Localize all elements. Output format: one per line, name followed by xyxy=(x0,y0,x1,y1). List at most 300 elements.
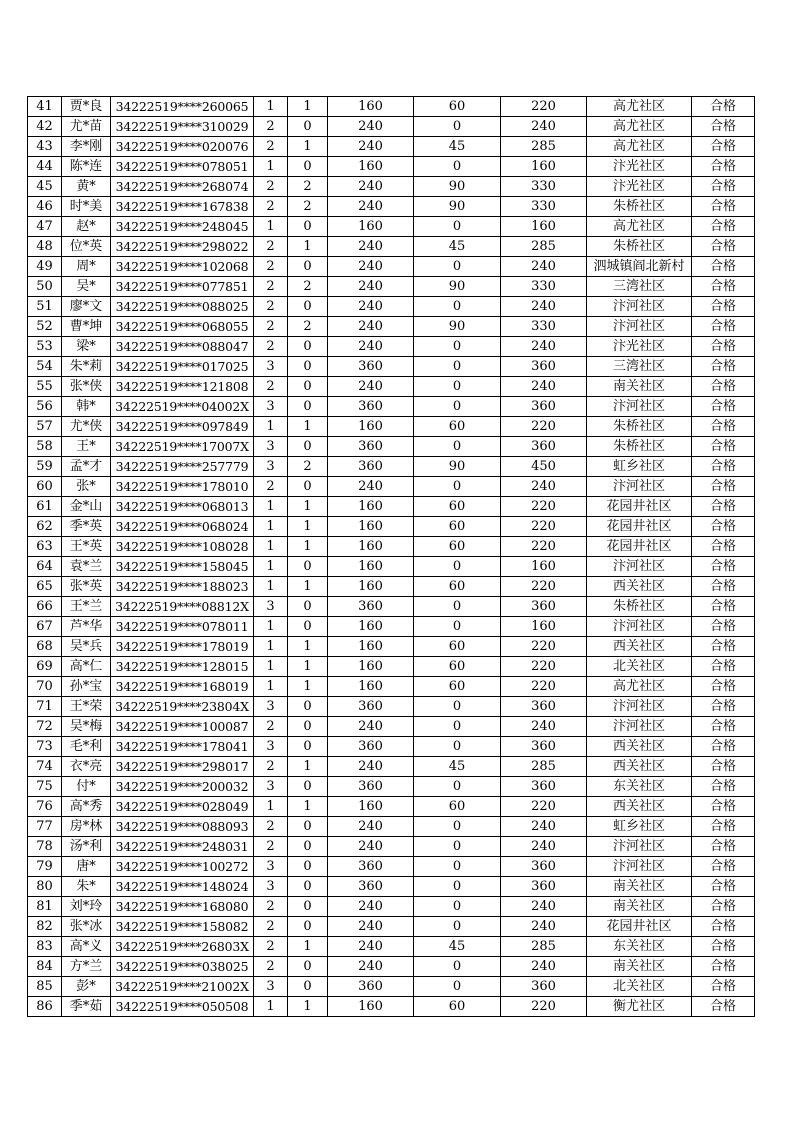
amount-b-cell: 45 xyxy=(414,937,501,957)
count-a-cell: 1 xyxy=(254,617,288,637)
amount-a-cell: 240 xyxy=(328,317,414,337)
id-number-cell: 34222519****068055 xyxy=(111,317,254,337)
id-number-cell: 34222519****028049 xyxy=(111,797,254,817)
community-cell: 朱桥社区 xyxy=(587,417,692,437)
status-cell: 合格 xyxy=(692,617,755,637)
amount-b-cell: 0 xyxy=(414,837,501,857)
table-row xyxy=(28,697,755,717)
table-row xyxy=(28,237,755,257)
amount-a-cell: 160 xyxy=(328,637,414,657)
count-a-cell: 2 xyxy=(254,477,288,497)
amount-total-cell: 220 xyxy=(501,637,587,657)
id-number-cell: 34222519****038025 xyxy=(111,957,254,977)
count-b-cell: 0 xyxy=(288,337,328,357)
person-name-cell: 付* xyxy=(62,777,111,797)
id-number-cell: 34222519****100272 xyxy=(111,857,254,877)
row-number-cell: 47 xyxy=(28,217,62,237)
amount-total-cell: 360 xyxy=(501,357,587,377)
amount-a-cell: 360 xyxy=(328,777,414,797)
person-name-cell: 周* xyxy=(62,257,111,277)
status-cell: 合格 xyxy=(692,197,755,217)
person-name-cell: 刘*玲 xyxy=(62,897,111,917)
person-name-cell: 金*山 xyxy=(62,497,111,517)
row-number-cell: 43 xyxy=(28,137,62,157)
table-row xyxy=(28,377,755,397)
amount-a-cell: 160 xyxy=(328,417,414,437)
community-cell: 西关社区 xyxy=(587,637,692,657)
id-number-cell: 34222519****168080 xyxy=(111,897,254,917)
amount-a-cell: 160 xyxy=(328,537,414,557)
amount-b-cell: 60 xyxy=(414,677,501,697)
table-row xyxy=(28,217,755,237)
amount-a-cell: 160 xyxy=(328,557,414,577)
status-cell: 合格 xyxy=(692,277,755,297)
status-cell: 合格 xyxy=(692,177,755,197)
row-number-cell: 75 xyxy=(28,777,62,797)
status-cell: 合格 xyxy=(692,337,755,357)
count-b-cell: 0 xyxy=(288,217,328,237)
row-number-cell: 41 xyxy=(28,97,62,117)
person-name-cell: 王* xyxy=(62,437,111,457)
amount-total-cell: 240 xyxy=(501,817,587,837)
person-name-cell: 彭* xyxy=(62,977,111,997)
count-a-cell: 3 xyxy=(254,737,288,757)
person-name-cell: 吴*兵 xyxy=(62,637,111,657)
amount-a-cell: 240 xyxy=(328,757,414,777)
count-a-cell: 2 xyxy=(254,337,288,357)
count-a-cell: 1 xyxy=(254,157,288,177)
status-cell: 合格 xyxy=(692,937,755,957)
count-a-cell: 2 xyxy=(254,817,288,837)
count-a-cell: 1 xyxy=(254,997,288,1017)
table-row xyxy=(28,637,755,657)
count-a-cell: 2 xyxy=(254,317,288,337)
table-row xyxy=(28,757,755,777)
count-b-cell: 0 xyxy=(288,477,328,497)
amount-a-cell: 240 xyxy=(328,197,414,217)
id-number-cell: 34222519****168019 xyxy=(111,677,254,697)
count-a-cell: 3 xyxy=(254,357,288,377)
row-number-cell: 65 xyxy=(28,577,62,597)
community-cell: 汴光社区 xyxy=(587,337,692,357)
count-a-cell: 1 xyxy=(254,217,288,237)
amount-b-cell: 60 xyxy=(414,577,501,597)
row-number-cell: 80 xyxy=(28,877,62,897)
row-number-cell: 57 xyxy=(28,417,62,437)
row-number-cell: 51 xyxy=(28,297,62,317)
amount-total-cell: 360 xyxy=(501,737,587,757)
count-b-cell: 1 xyxy=(288,97,328,117)
amount-b-cell: 60 xyxy=(414,537,501,557)
id-number-cell: 34222519****068024 xyxy=(111,517,254,537)
table-row xyxy=(28,977,755,997)
count-a-cell: 1 xyxy=(254,497,288,517)
id-number-cell: 34222519****248045 xyxy=(111,217,254,237)
count-a-cell: 1 xyxy=(254,677,288,697)
status-cell: 合格 xyxy=(692,237,755,257)
amount-a-cell: 240 xyxy=(328,717,414,737)
count-b-cell: 1 xyxy=(288,937,328,957)
status-cell: 合格 xyxy=(692,857,755,877)
status-cell: 合格 xyxy=(692,297,755,317)
count-a-cell: 3 xyxy=(254,857,288,877)
amount-total-cell: 160 xyxy=(501,557,587,577)
person-name-cell: 芦*华 xyxy=(62,617,111,637)
count-b-cell: 0 xyxy=(288,957,328,977)
id-number-cell: 34222519****08812X xyxy=(111,597,254,617)
amount-total-cell: 360 xyxy=(501,877,587,897)
community-cell: 南关社区 xyxy=(587,377,692,397)
amount-b-cell: 0 xyxy=(414,877,501,897)
status-cell: 合格 xyxy=(692,517,755,537)
person-name-cell: 张* xyxy=(62,477,111,497)
status-cell: 合格 xyxy=(692,777,755,797)
community-cell: 汴河社区 xyxy=(587,557,692,577)
amount-total-cell: 240 xyxy=(501,837,587,857)
id-number-cell: 34222519****088047 xyxy=(111,337,254,357)
amount-a-cell: 360 xyxy=(328,437,414,457)
row-number-cell: 79 xyxy=(28,857,62,877)
id-number-cell: 34222519****128015 xyxy=(111,657,254,677)
amount-b-cell: 45 xyxy=(414,237,501,257)
person-name-cell: 吴*梅 xyxy=(62,717,111,737)
row-number-cell: 76 xyxy=(28,797,62,817)
amount-a-cell: 360 xyxy=(328,877,414,897)
person-name-cell: 房*林 xyxy=(62,817,111,837)
amount-b-cell: 45 xyxy=(414,137,501,157)
amount-total-cell: 240 xyxy=(501,377,587,397)
table-row xyxy=(28,917,755,937)
status-cell: 合格 xyxy=(692,477,755,497)
count-a-cell: 2 xyxy=(254,137,288,157)
community-cell: 汴河社区 xyxy=(587,397,692,417)
amount-total-cell: 360 xyxy=(501,777,587,797)
community-cell: 花园井社区 xyxy=(587,917,692,937)
amount-a-cell: 160 xyxy=(328,577,414,597)
id-number-cell: 34222519****310029 xyxy=(111,117,254,137)
amount-b-cell: 0 xyxy=(414,717,501,737)
amount-b-cell: 90 xyxy=(414,317,501,337)
row-number-cell: 70 xyxy=(28,677,62,697)
count-a-cell: 2 xyxy=(254,957,288,977)
count-b-cell: 1 xyxy=(288,517,328,537)
amount-a-cell: 160 xyxy=(328,157,414,177)
community-cell: 汴河社区 xyxy=(587,697,692,717)
row-number-cell: 42 xyxy=(28,117,62,137)
table-row xyxy=(28,337,755,357)
id-number-cell: 34222519****108028 xyxy=(111,537,254,557)
count-a-cell: 3 xyxy=(254,397,288,417)
row-number-cell: 64 xyxy=(28,557,62,577)
id-number-cell: 34222519****050508 xyxy=(111,997,254,1017)
table-row xyxy=(28,317,755,337)
count-a-cell: 1 xyxy=(254,657,288,677)
person-name-cell: 高*义 xyxy=(62,937,111,957)
count-b-cell: 0 xyxy=(288,877,328,897)
table-row xyxy=(28,857,755,877)
status-cell: 合格 xyxy=(692,797,755,817)
community-cell: 朱桥社区 xyxy=(587,597,692,617)
amount-total-cell: 240 xyxy=(501,917,587,937)
amount-total-cell: 450 xyxy=(501,457,587,477)
status-cell: 合格 xyxy=(692,957,755,977)
amount-a-cell: 240 xyxy=(328,177,414,197)
row-number-cell: 59 xyxy=(28,457,62,477)
count-a-cell: 2 xyxy=(254,937,288,957)
count-a-cell: 3 xyxy=(254,437,288,457)
amount-total-cell: 220 xyxy=(501,657,587,677)
id-number-cell: 34222519****178041 xyxy=(111,737,254,757)
row-number-cell: 73 xyxy=(28,737,62,757)
person-name-cell: 唐* xyxy=(62,857,111,877)
count-b-cell: 0 xyxy=(288,157,328,177)
table-row xyxy=(28,797,755,817)
count-b-cell: 0 xyxy=(288,737,328,757)
community-cell: 朱桥社区 xyxy=(587,437,692,457)
amount-b-cell: 0 xyxy=(414,977,501,997)
amount-a-cell: 360 xyxy=(328,597,414,617)
person-name-cell: 季*英 xyxy=(62,517,111,537)
id-number-cell: 34222519****268074 xyxy=(111,177,254,197)
id-number-cell: 34222519****298022 xyxy=(111,237,254,257)
status-cell: 合格 xyxy=(692,737,755,757)
row-number-cell: 78 xyxy=(28,837,62,857)
amount-total-cell: 240 xyxy=(501,117,587,137)
table-row xyxy=(28,677,755,697)
amount-total-cell: 285 xyxy=(501,137,587,157)
amount-total-cell: 330 xyxy=(501,317,587,337)
table-row xyxy=(28,97,755,117)
amount-a-cell: 240 xyxy=(328,957,414,977)
amount-total-cell: 220 xyxy=(501,577,587,597)
count-b-cell: 0 xyxy=(288,357,328,377)
count-b-cell: 2 xyxy=(288,317,328,337)
community-cell: 虹乡社区 xyxy=(587,817,692,837)
row-number-cell: 52 xyxy=(28,317,62,337)
amount-b-cell: 0 xyxy=(414,397,501,417)
table-row xyxy=(28,737,755,757)
amount-total-cell: 240 xyxy=(501,477,587,497)
count-a-cell: 2 xyxy=(254,917,288,937)
amount-total-cell: 285 xyxy=(501,237,587,257)
status-cell: 合格 xyxy=(692,997,755,1017)
id-number-cell: 34222519****26803X xyxy=(111,937,254,957)
amount-total-cell: 285 xyxy=(501,937,587,957)
count-b-cell: 0 xyxy=(288,257,328,277)
row-number-cell: 63 xyxy=(28,537,62,557)
id-number-cell: 34222519****178019 xyxy=(111,637,254,657)
count-b-cell: 0 xyxy=(288,857,328,877)
amount-a-cell: 360 xyxy=(328,357,414,377)
count-a-cell: 1 xyxy=(254,797,288,817)
count-b-cell: 0 xyxy=(288,377,328,397)
row-number-cell: 82 xyxy=(28,917,62,937)
amount-a-cell: 160 xyxy=(328,797,414,817)
amount-b-cell: 60 xyxy=(414,797,501,817)
count-a-cell: 2 xyxy=(254,177,288,197)
amount-total-cell: 240 xyxy=(501,337,587,357)
amount-total-cell: 220 xyxy=(501,537,587,557)
count-b-cell: 1 xyxy=(288,537,328,557)
community-cell: 西关社区 xyxy=(587,757,692,777)
count-b-cell: 0 xyxy=(288,597,328,617)
amount-a-cell: 240 xyxy=(328,337,414,357)
id-number-cell: 34222519****260065 xyxy=(111,97,254,117)
person-name-cell: 时*美 xyxy=(62,197,111,217)
table-row xyxy=(28,957,755,977)
community-cell: 三湾社区 xyxy=(587,277,692,297)
amount-b-cell: 60 xyxy=(414,657,501,677)
amount-total-cell: 240 xyxy=(501,717,587,737)
id-number-cell: 34222519****102068 xyxy=(111,257,254,277)
amount-a-cell: 360 xyxy=(328,397,414,417)
amount-b-cell: 0 xyxy=(414,217,501,237)
person-name-cell: 毛*利 xyxy=(62,737,111,757)
count-a-cell: 1 xyxy=(254,417,288,437)
status-cell: 合格 xyxy=(692,157,755,177)
community-cell: 朱桥社区 xyxy=(587,237,692,257)
amount-b-cell: 0 xyxy=(414,617,501,637)
status-cell: 合格 xyxy=(692,597,755,617)
community-cell: 花园井社区 xyxy=(587,537,692,557)
amount-b-cell: 0 xyxy=(414,777,501,797)
amount-total-cell: 160 xyxy=(501,157,587,177)
amount-b-cell: 0 xyxy=(414,697,501,717)
person-name-cell: 袁*兰 xyxy=(62,557,111,577)
count-b-cell: 0 xyxy=(288,717,328,737)
count-a-cell: 1 xyxy=(254,637,288,657)
amount-b-cell: 0 xyxy=(414,917,501,937)
table-row xyxy=(28,817,755,837)
status-cell: 合格 xyxy=(692,757,755,777)
amount-b-cell: 60 xyxy=(414,997,501,1017)
count-a-cell: 3 xyxy=(254,877,288,897)
person-name-cell: 高*仁 xyxy=(62,657,111,677)
row-number-cell: 68 xyxy=(28,637,62,657)
table-row xyxy=(28,197,755,217)
count-b-cell: 1 xyxy=(288,237,328,257)
amount-a-cell: 160 xyxy=(328,617,414,637)
person-name-cell: 廖*文 xyxy=(62,297,111,317)
status-cell: 合格 xyxy=(692,817,755,837)
row-number-cell: 66 xyxy=(28,597,62,617)
table-row xyxy=(28,177,755,197)
community-cell: 高尤社区 xyxy=(587,137,692,157)
community-cell: 高尤社区 xyxy=(587,117,692,137)
amount-b-cell: 60 xyxy=(414,417,501,437)
table-row xyxy=(28,617,755,637)
count-b-cell: 1 xyxy=(288,677,328,697)
count-a-cell: 2 xyxy=(254,837,288,857)
table-row xyxy=(28,517,755,537)
community-cell: 东关社区 xyxy=(587,777,692,797)
amount-b-cell: 0 xyxy=(414,857,501,877)
amount-a-cell: 160 xyxy=(328,517,414,537)
id-number-cell: 34222519****21002X xyxy=(111,977,254,997)
status-cell: 合格 xyxy=(692,117,755,137)
amount-total-cell: 360 xyxy=(501,697,587,717)
amount-b-cell: 90 xyxy=(414,457,501,477)
row-number-cell: 54 xyxy=(28,357,62,377)
table-row xyxy=(28,277,755,297)
community-cell: 汴河社区 xyxy=(587,297,692,317)
status-cell: 合格 xyxy=(692,497,755,517)
row-number-cell: 67 xyxy=(28,617,62,637)
status-cell: 合格 xyxy=(692,877,755,897)
amount-a-cell: 240 xyxy=(328,837,414,857)
count-b-cell: 2 xyxy=(288,197,328,217)
row-number-cell: 74 xyxy=(28,757,62,777)
count-a-cell: 1 xyxy=(254,557,288,577)
count-a-cell: 3 xyxy=(254,597,288,617)
community-cell: 高尤社区 xyxy=(587,677,692,697)
count-b-cell: 1 xyxy=(288,757,328,777)
person-name-cell: 季*茹 xyxy=(62,997,111,1017)
row-number-cell: 55 xyxy=(28,377,62,397)
community-cell: 东关社区 xyxy=(587,937,692,957)
amount-a-cell: 360 xyxy=(328,977,414,997)
amount-b-cell: 60 xyxy=(414,497,501,517)
count-a-cell: 2 xyxy=(254,377,288,397)
id-number-cell: 34222519****068013 xyxy=(111,497,254,517)
person-name-cell: 曹*坤 xyxy=(62,317,111,337)
id-number-cell: 34222519****257779 xyxy=(111,457,254,477)
amount-total-cell: 240 xyxy=(501,897,587,917)
table-row xyxy=(28,657,755,677)
community-cell: 汴河社区 xyxy=(587,617,692,637)
amount-a-cell: 160 xyxy=(328,217,414,237)
amount-a-cell: 240 xyxy=(328,937,414,957)
amount-a-cell: 240 xyxy=(328,237,414,257)
community-cell: 南关社区 xyxy=(587,897,692,917)
amount-b-cell: 0 xyxy=(414,117,501,137)
amount-total-cell: 360 xyxy=(501,977,587,997)
table-row xyxy=(28,497,755,517)
count-b-cell: 0 xyxy=(288,117,328,137)
amount-a-cell: 240 xyxy=(328,117,414,137)
id-number-cell: 34222519****148024 xyxy=(111,877,254,897)
amount-total-cell: 240 xyxy=(501,257,587,277)
status-cell: 合格 xyxy=(692,537,755,557)
community-cell: 汴河社区 xyxy=(587,477,692,497)
amount-total-cell: 220 xyxy=(501,417,587,437)
community-cell: 衡尤社区 xyxy=(587,997,692,1017)
person-name-cell: 尤*侠 xyxy=(62,417,111,437)
id-number-cell: 34222519****088025 xyxy=(111,297,254,317)
count-b-cell: 0 xyxy=(288,817,328,837)
row-number-cell: 85 xyxy=(28,977,62,997)
count-b-cell: 2 xyxy=(288,457,328,477)
amount-b-cell: 90 xyxy=(414,197,501,217)
amount-b-cell: 0 xyxy=(414,477,501,497)
row-number-cell: 72 xyxy=(28,717,62,737)
id-number-cell: 34222519****020076 xyxy=(111,137,254,157)
table-row xyxy=(28,937,755,957)
amount-b-cell: 0 xyxy=(414,257,501,277)
amount-a-cell: 160 xyxy=(328,497,414,517)
count-a-cell: 2 xyxy=(254,277,288,297)
roster-table xyxy=(27,96,755,1017)
count-b-cell: 0 xyxy=(288,697,328,717)
person-name-cell: 王*兰 xyxy=(62,597,111,617)
community-cell: 朱桥社区 xyxy=(587,197,692,217)
id-number-cell: 34222519****298017 xyxy=(111,757,254,777)
row-number-cell: 62 xyxy=(28,517,62,537)
count-a-cell: 2 xyxy=(254,297,288,317)
status-cell: 合格 xyxy=(692,317,755,337)
count-a-cell: 3 xyxy=(254,977,288,997)
status-cell: 合格 xyxy=(692,677,755,697)
